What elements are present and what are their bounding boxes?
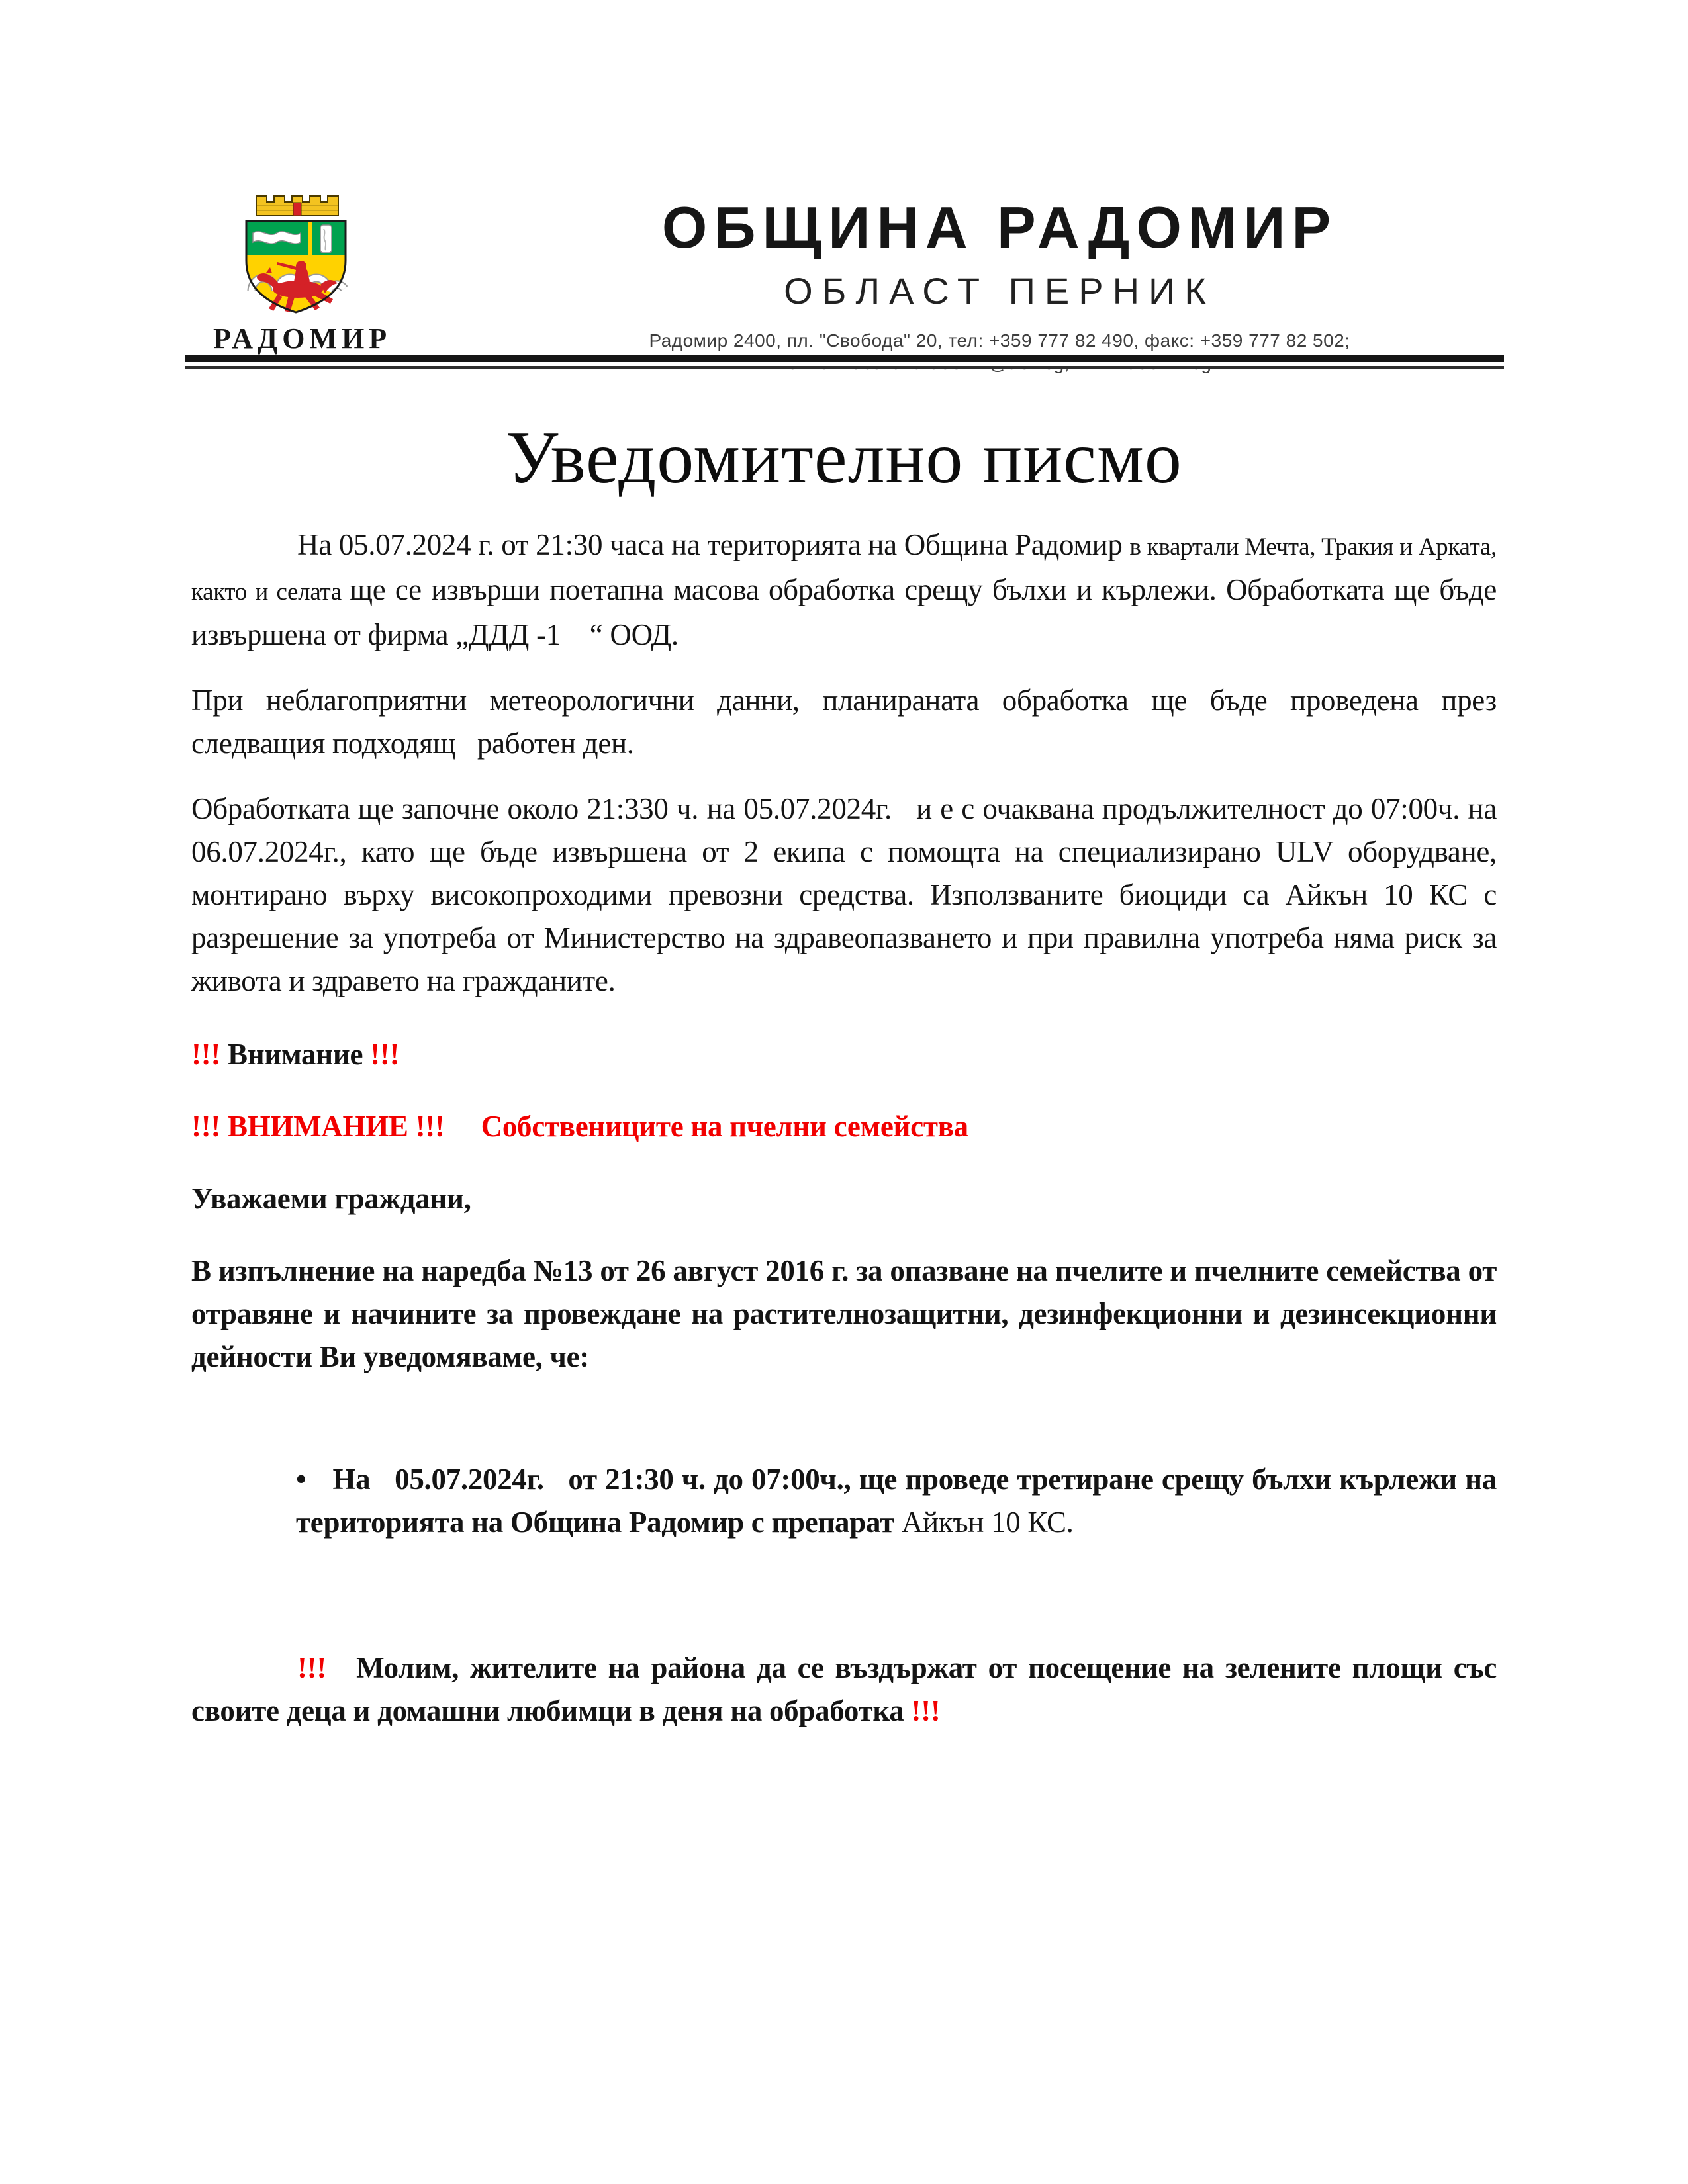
intro-segment-normal-2: ще се извърши поетапна масова обработка срещу бълхи и кърлежи. Обработката ще бъде извършена от фирма „ДДД -1 “ ООД. [191,572,1497,651]
final-warning-text: Молим, жителите на района да се въздържат от посещение на зелените площи със своите деца и домашни любимци в деня на обработка [191,1651,1497,1727]
coat-of-arms-block [213,189,392,364]
attention1-word: Внимание [228,1037,363,1071]
intro-segment-small: в квартали Мечта, Тракия и Арката, както и селата [191,533,1497,606]
bullet-product-name: Айкън 10 КС. [901,1505,1074,1539]
divider-thin-line [185,366,1504,369]
radomir-coat-of-arms-icon [240,189,352,315]
attention2-beekeepers: Собствениците на пчелни семейства [481,1109,968,1143]
column-shape [320,225,332,253]
final-bang-right: !!! [911,1694,941,1727]
bullet-bold-text: На 05.07.2024г. от 21:30 ч. до 07:00ч., ще проведе третиране срещу бълхи кърлежи на територията на Община Радомир с препарат [296,1462,1497,1539]
coat-of-arms-label: РАДОМИР [213,322,392,355]
greeting-line: Уважаеми граждани, [191,1181,471,1215]
intro-paragraph [191,523,1497,657]
divider-thick-line [185,355,1504,362]
regulation-paragraph: В изпълнение на наредба №13 от 26 август 2016 г. за опазване на пчелите и пчелните семейства от отравяне и начините за провеждане на растителнозащитни, дезинфекционни и дезинсекционни дейности Ви уведомяваме, че: [191,1253,1497,1373]
header-divider [185,355,1504,369]
attention1-bang-right: !!! [370,1037,400,1071]
crown-gate [293,203,301,216]
attention1-bang-left: !!! [191,1037,221,1071]
letterhead [424,195,1575,375]
attention2-bangs: !!! ВНИМАНИЕ !!! [191,1109,445,1143]
region-name: ОБЛАСТ ПЕРНИК [784,270,1215,312]
treatment-bullet-item [296,1458,1497,1544]
final-warning-paragraph [191,1647,1497,1733]
municipality-name: ОБЩИНА РАДОМИР [661,195,1338,260]
schedule-paragraph: Обработката ще започне около 21:330 ч. на 05.07.2024г. и е с очаквана продължителност до 07:00ч. на 06.07.2024г., като ще бъде извършена от 2 екипа с помощта на специализирано ULV оборудване, монтирано върху високопроходими превозни средства. Използваните биоциди са Айкън 10 КС с разрешение за употреба от Министерство на здравеопазването и при правилна употреба няма риск за живота и здравето на гражданите. [191,792,1497,997]
page-title: Уведомително писмо [506,417,1182,499]
document-body [191,397,1497,1733]
bullet-icon: • [296,1462,306,1496]
final-bang-left: !!! [297,1651,327,1684]
intro-segment-normal-1: На 05.07.2024 г. от 21:30 часа на територията на Община Радомир [297,527,1130,561]
weather-paragraph: При неблагоприятни метеорологични данни, планираната обработка ще бъде проведена през следващия подходящ работен ден. [191,683,1497,760]
address-line-1: Радомир 2400, пл. "Свобода" 20, тел: +359 777 82 490, факс: +359 777 82 502; [649,330,1350,351]
attention-line-1 [191,1033,1497,1076]
attention-line-2 [191,1105,1497,1148]
